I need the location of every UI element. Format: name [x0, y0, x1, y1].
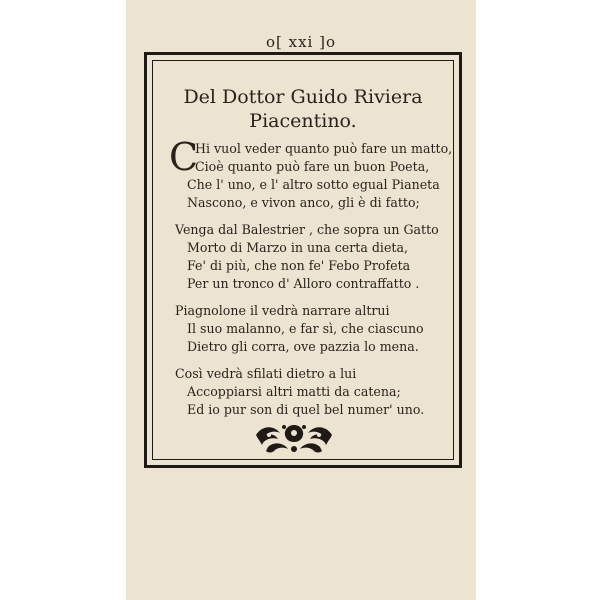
verse-line: Fe' di più, che non fe' Febo Profeta — [187, 258, 411, 273]
verse-line: Ed io pur son di quel bel numer' uno. — [187, 402, 425, 417]
text-frame-inner — [152, 60, 454, 460]
poem-title: Del Dottor Guido Riviera — [183, 86, 423, 108]
verse-line: Il suo malanno, e far sì, che ciascuno — [187, 321, 424, 336]
drop-cap: C — [169, 135, 199, 179]
page-number: o[ xxi ]o — [265, 33, 337, 51]
verse-line: Per un tronco d' Alloro contraffatto . — [187, 276, 420, 291]
book-page — [126, 0, 476, 600]
verse-line: Hi vuol veder quanto può fare un matto, — [195, 141, 453, 156]
verse-line: Dietro gli corra, ove pazzia lo mena. — [187, 339, 419, 354]
verse-line: Morto di Marzo in una certa dieta, — [187, 240, 408, 255]
verse-line: Così vedrà sfilati dietro a lui — [175, 366, 357, 381]
verse-line: Nascono, e vivon anco, gli è di fatto; — [187, 195, 420, 210]
verse-line: Venga dal Balestrier , che sopra un Gatto — [175, 222, 439, 237]
poem-title-line2: Piacentino. — [249, 110, 357, 132]
verse-line: Che l' uno, e l' altro sotto egual Pianeta — [187, 177, 440, 192]
text-frame — [144, 52, 462, 468]
verse-line: Accoppiarsi altri matti da catena; — [187, 384, 401, 399]
verse-line: Cioè quanto può fare un buon Poeta, — [195, 159, 430, 174]
fleuron-ornament-icon — [254, 421, 334, 455]
verse-line: Piagnolone il vedrà narrare altrui — [175, 303, 390, 318]
